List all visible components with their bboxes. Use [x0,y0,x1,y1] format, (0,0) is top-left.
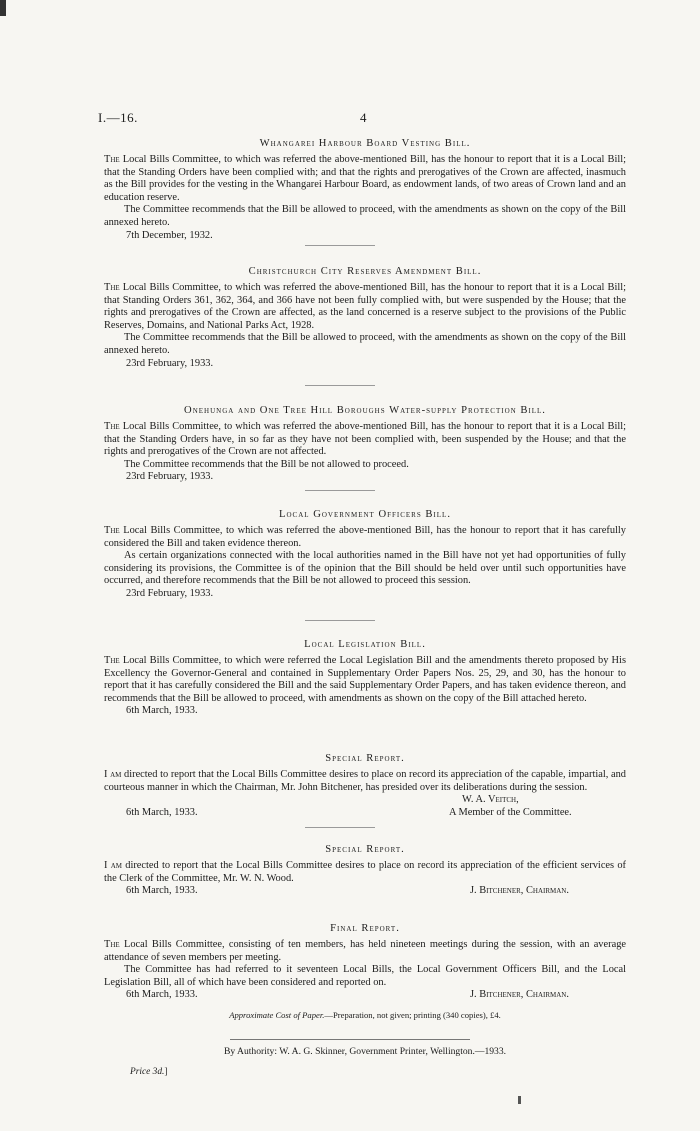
signature: J. Bitchener, Chairman. [470,989,569,1001]
paragraph: directed to report that the Local Bills Committee desires to place on record its appreciation of the efficient services of the Clerk of the Committee, Mr. W. N. Wood. [104,860,626,884]
lead-word: The [104,525,120,536]
signature-name: W. A. Veitch, [462,794,519,806]
paragraph: As certain organizations connected with the local authorities named in the Bill have not yet had opportunities of fully considering its provisions, the Committee is of the opinion that the Bill should be held over until such opportunities have occurred, and therefore recommends that the Bill be not allowed to proceed this session. [104,550,626,587]
cost-label: Approximate Cost of Paper. [229,1010,325,1020]
section-whangarei [104,137,626,242]
date: 7th December, 1932. [126,229,213,241]
signature: J. Bitchener, Chairman. [470,885,569,897]
section-title: Christchurch City Reserves Amendment Bill. [248,266,482,277]
separator-rule [305,827,375,828]
date: 23rd February, 1933. [126,471,214,483]
lead-word: The [104,655,120,666]
section-special-report-1 [104,752,626,820]
date: 6th March, 1933. [126,989,198,1001]
section-onehunga [104,404,626,484]
section-title: Special Report. [325,753,405,764]
scan-speck [518,1096,521,1104]
price-bracket: ] [164,1067,168,1077]
section-local-legislation [104,638,626,718]
date: 23rd February, 1933. [126,357,214,369]
lead-word: I am [104,769,122,780]
paragraph: The Committee recommends that the Bill be not allowed to proceed. [124,458,409,470]
page-reference: I.—16. [98,110,138,125]
page-number: 4 [360,110,367,125]
paragraph: Local Bills Committee, to which were referred the Local Legislation Bill and the amendments thereto proposed by His Excellency the Governor-General and contained in Supplementary Order Papers Nos. 25, 29, and 30, has the honour to report that it has carefully considered the Bill and the said Supplementary Order Papers, and has taken evidence thereon, and recommends that the Bill be allowed to proceed, with amendments as shown on the copy of the Bill attached hereto. [104,655,626,704]
paragraph: Local Bills Committee, to which was referred the above-mentioned Bill, has the honour to report that it is a Local Bill; that the Standing Orders have, in so far as they have not been complied with, been suspended by the House; and that the rights and prerogatives of the Crown are not affected. [104,421,626,458]
section-title: Local Legislation Bill. [304,639,426,650]
section-special-report-2 [104,843,626,898]
price-note [130,1067,168,1077]
printer-authority: By Authority: W. A. G. Skinner, Government Printer, Wellington.—1933. [223,1046,507,1057]
cost-text: —Preparation, not given; printing (340 copies), £4. [324,1010,501,1020]
section-christchurch [104,265,626,370]
section-title: Onehunga and One Tree Hill Boroughs Water-supply Protection Bill. [184,405,546,416]
section-final-report [104,922,626,1002]
paragraph: Local Bills Committee, to which was referred the above-mentioned Bill, has the honour to report that it is a Local Bill; that Standing Orders 361, 362, 364, and 366 have not been fully complied with, but were suspended by the House; that the rights and prerogatives of the Crown are affected, as the land concerned is a reserve subject to the provisions of the Public Reserves, Domains, and National Parks Act, 1928. [104,282,626,331]
date: 23rd February, 1933. [126,587,214,599]
lead-word: The [104,939,120,950]
paragraph: The Committee recommends that the Bill be allowed to proceed, with the amendments as shown on the copy of the Bill annexed hereto. [104,332,626,356]
paragraph: Local Bills Committee, consisting of ten members, has held nineteen meetings during the session, with an average attendance of seven members per meeting. [104,939,626,963]
lead-word: The [104,154,120,165]
lead-word: I am [104,860,122,871]
paragraph: Local Bills Committee, to which was referred the above-mentioned Bill, has the honour to report that it is a Local Bill; that the Standing Orders have been complied with; and that the rights and prerogatives of the Crown are affected, inasmuch as the Bill provides for the vesting in the Whangarei Harbour Board, as endowment lands, of two areas of Crown land and an education reserve. [104,154,626,203]
section-title: Final Report. [330,923,400,934]
date: 6th March, 1933. [126,807,198,819]
separator-rule [305,620,375,621]
separator-rule [305,245,375,246]
date: 6th March, 1933. [126,705,198,717]
paragraph: Local Bills Committee, to which was referred the above-mentioned Bill, has the honour to report that it has carefully considered the Bill and taken evidence thereon. [104,525,626,549]
scan-edge-mark [0,0,6,16]
lead-word: The [104,282,120,293]
footer-rule [230,1039,470,1040]
paragraph: The Committee recommends that the Bill be allowed to proceed, with the amendments as shown on the copy of the Bill annexed hereto. [104,204,626,228]
section-title: Special Report. [325,844,405,855]
section-title: Whangarei Harbour Board Vesting Bill. [259,138,471,149]
signature-role: A Member of the Committee. [449,807,572,819]
separator-rule [305,490,375,491]
section-local-government-officers [104,508,626,601]
lead-word: The [104,421,120,432]
separator-rule [305,385,375,386]
price-text: Price 3d. [130,1067,165,1077]
paragraph: directed to report that the Local Bills Committee desires to place on record its appreciation of the capable, impartial, and courteous manner in which the Chairman, Mr. John Bitchener, has presided over its deliberations during the session. [104,769,626,793]
cost-note [104,1010,626,1020]
section-title: Local Government Officers Bill. [279,509,451,520]
date: 6th March, 1933. [126,885,198,897]
paragraph: The Committee has had referred to it seventeen Local Bills, the Local Government Officers Bill, and the Local Legislation Bill, all of which have been considered and reported on. [104,964,626,988]
